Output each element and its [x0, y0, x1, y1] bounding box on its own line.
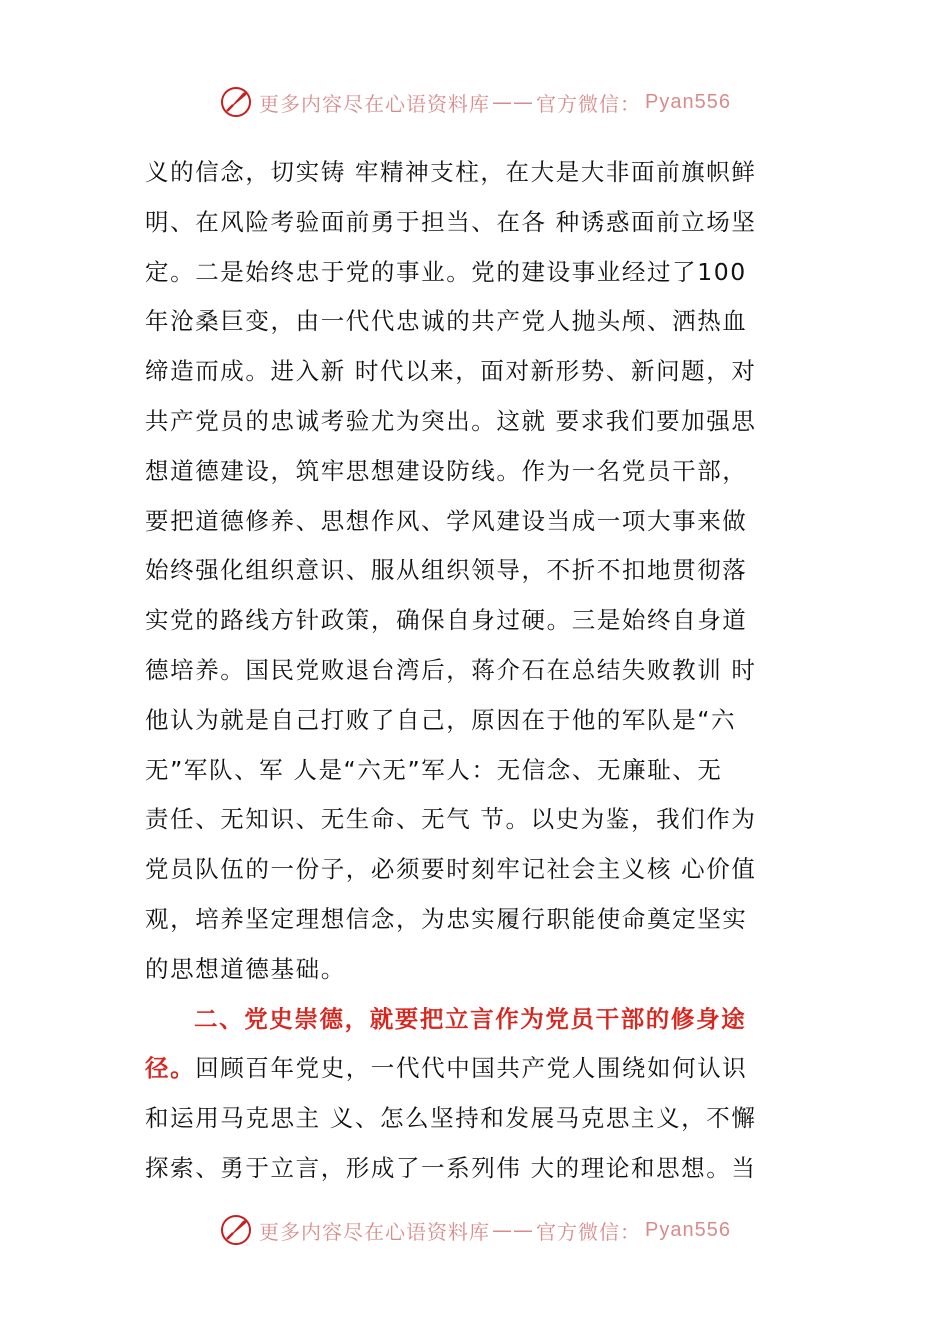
body-line: 实党的路线方针政策，确保自身过硬。三是始终自身道 [145, 606, 748, 635]
body-line: 的思想道德基础。 [145, 954, 346, 983]
banner-contact-label: 官方微信： [536, 91, 642, 116]
section-heading-continuation [145, 1044, 810, 1094]
body-line: 明、在风险考验面前勇于担当、在各 种诱惑面前立场坚 [145, 207, 757, 236]
banner-contact-id: Pyan556 [645, 1218, 731, 1241]
body-line: 义的信念，切实铸 牢精神支柱，在大是大非面前旗帜鲜 [145, 158, 757, 186]
banner-contact-id: Pyan556 [645, 90, 731, 113]
body-line: 党员队伍的一份子，必须要时刻牢记社会主义核 心价值 [145, 855, 757, 884]
body-line: 要把道德修养、思想作风、学风建设当成一项大事来做 [145, 506, 748, 535]
body-line: 观，培养坚定理想信念，为忠实履行职能使命奠定坚实 [145, 904, 748, 933]
body-line: 共产党员的忠诚考验尤为突出。这就 要求我们要加强思 [145, 406, 757, 435]
document-body [145, 148, 810, 1194]
section-body-text: 回顾百年党史，一代代中国共产党人围绕如何认识 [195, 1054, 748, 1083]
body-line: 他认为就是自己打败了自己，原因在于他的军队是“六 [145, 705, 737, 734]
body-line: 德培养。国民党败退台湾后，蒋介石在总结失败教训 时 [145, 655, 757, 684]
banner-main-text: 更多内容尽在心语资料库 [259, 91, 491, 116]
header-banner [0, 82, 950, 122]
body-line: 探索、勇于立言，形成了一系列伟 大的理论和思想。当 [145, 1153, 757, 1182]
body-line: 始终强化组织意识、服从组织领导，不折不扣地贯彻落 [145, 556, 748, 585]
quill-pen-logo-icon [219, 1213, 253, 1247]
quill-pen-logo-icon [219, 85, 253, 119]
body-line: 定。二是始终忠于党的事业。党的建设事业经过了100 [145, 257, 747, 286]
body-line: 责任、无知识、无生命、无气 节。以史为鉴，我们作为 [145, 805, 757, 834]
section-heading-end: 径。 [145, 1054, 196, 1083]
section-heading: 二、党史崇德，就要把立言作为党员干部的修身途 [194, 1004, 747, 1033]
banner-separator: —— [492, 90, 535, 114]
body-line: 缔造而成。进入新 时代以来，面对新形势、新问题，对 [145, 357, 757, 386]
footer-banner [0, 1210, 950, 1250]
body-line: 和运用马克思主 义、怎么坚持和发展马克思主义，不懈 [145, 1104, 757, 1133]
banner-separator: —— [492, 1218, 535, 1242]
banner-contact-label: 官方微信： [536, 1219, 642, 1244]
body-line: 想道德建设，筑牢思想建设防线。作为一名党员干部， [145, 456, 748, 485]
body-line: 无”军队、军 人是“六无”军人：无信念、无廉耻、无 [145, 755, 723, 784]
banner-main-text: 更多内容尽在心语资料库 [259, 1219, 491, 1244]
body-line: 年沧桑巨变，由一代代忠诚的共产党人抛头颅、洒热血 [145, 307, 748, 336]
